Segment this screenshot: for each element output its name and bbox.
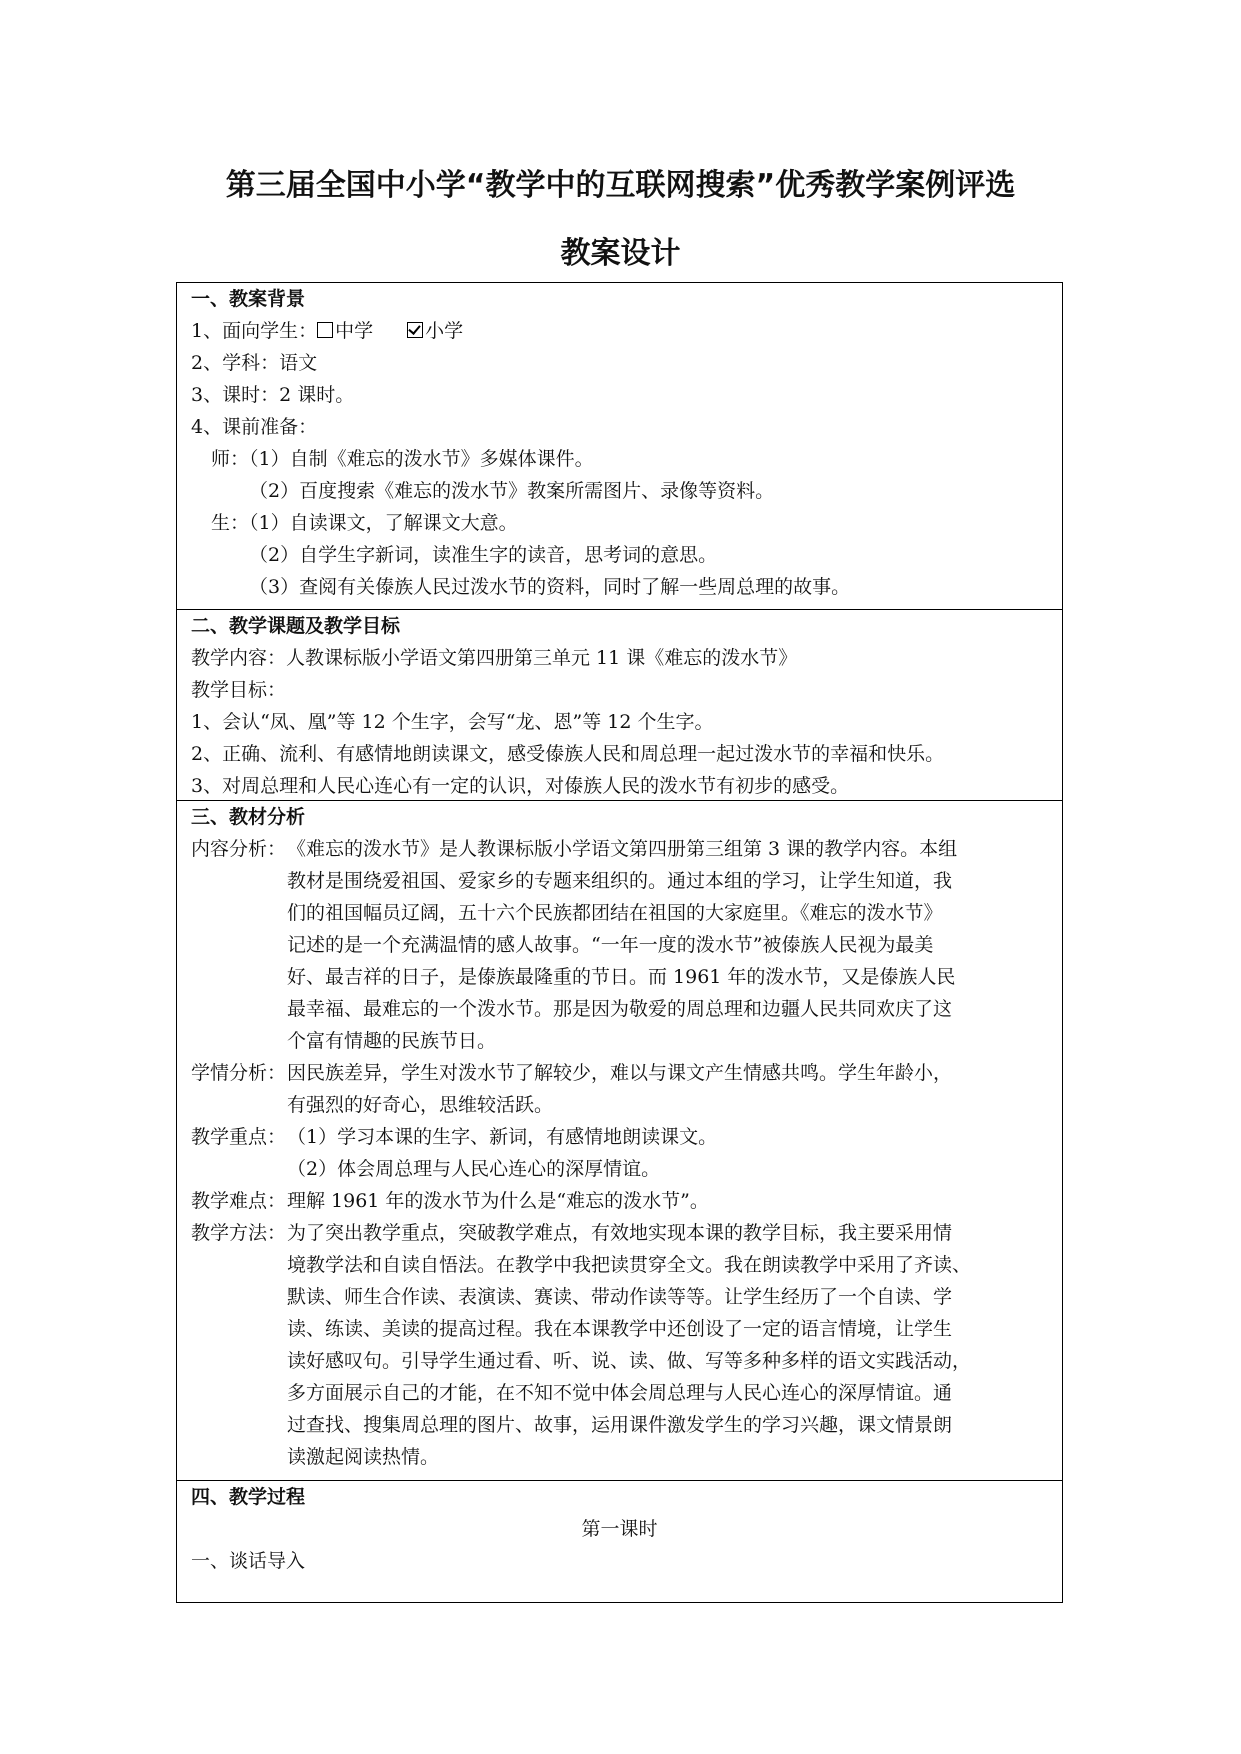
teacher-prep-2: （2）百度搜索《难忘的泼水节》教案所需图片、录像等资料。 [249, 480, 775, 502]
teacher-prep-1: 师：（1）自制《难忘的泼水节》多媒体课件。 [211, 448, 594, 470]
paragraph-line: 过查找、搜集周总理的图片、故事，运用课件激发学生的学习兴趣，课文情景朗 [287, 1414, 953, 1436]
goal-item: 1、会认“凤、凰”等 12 个生字，会写“龙、恩”等 12 个生字。 [191, 711, 714, 733]
step-heading: 一、谈话导入 [191, 1550, 306, 1572]
section-heading: 三、教材分析 [191, 806, 306, 828]
paragraph-line: 读好感叹句。引导学生通过看、听、说、读、做、写等多种多样的语文实践活动， [287, 1350, 972, 1372]
paragraph-line: 因民族差异，学生对泼水节了解较少，难以与课文产生情感共鸣。学生年龄小， [287, 1062, 953, 1084]
paragraph-line: 们的祖国幅员辽阔，五十六个民族都团结在祖国的大家庭里。《难忘的泼水节》 [287, 902, 943, 924]
teaching-content: 教学内容：人教课标版小学语文第四册第三单元 11 课《难忘的泼水节》 [191, 647, 798, 669]
middle-school-label: 中学 [335, 320, 374, 342]
paragraph-line: （1）学习本课的生字、新词，有感情地朗读课文。 [287, 1126, 718, 1148]
document-subtitle: 教案设计 [560, 236, 681, 271]
key-points-label: 教学重点： [191, 1126, 287, 1148]
student-prep-3: （3）查阅有关傣族人民过泼水节的资料，同时了解一些周总理的故事。 [249, 576, 851, 598]
section-heading: 二、教学课题及教学目标 [191, 615, 401, 637]
paragraph-line: 多方面展示自己的才能，在不知不觉中体会周总理与人民心连心的深厚情谊。通 [287, 1382, 953, 1404]
section-process [177, 1480, 1062, 1603]
student-prep-1: 生：（1）自读课文，了解课文大意。 [211, 512, 518, 534]
paragraph-line: 为了突出教学重点，突破教学难点，有效地实现本课的教学目标，我主要采用情 [287, 1222, 953, 1244]
period-title: 第一课时 [581, 1518, 658, 1540]
primary-school-label: 小学 [425, 320, 464, 342]
paragraph-line: （2）体会周总理与人民心连心的深厚情谊。 [287, 1158, 661, 1180]
paragraph-line: 个富有情趣的民族节日。 [287, 1030, 497, 1052]
paragraph-line: 读、练读、美读的提高过程。我在本课教学中还创设了一定的语言情境，让学生 [287, 1318, 953, 1340]
section-goals [177, 609, 1062, 801]
section-heading: 四、教学过程 [191, 1486, 306, 1508]
hours-line: 3、课时：2 课时。 [191, 384, 355, 406]
content-analysis-label: 内容分析： [191, 838, 287, 860]
section-background [177, 283, 1062, 609]
paragraph-line: 境教学法和自读自悟法。在教学中我把读贯穿全文。我在朗读教学中采用了齐读、 [287, 1254, 972, 1276]
method-label: 教学方法： [191, 1222, 287, 1244]
prep-line: 4、课前准备： [191, 416, 318, 438]
paragraph-line: 有强烈的好奇心，思维较活跃。 [287, 1094, 554, 1116]
paragraph-line: 好、最吉祥的日子，是傣族最隆重的节日。而 1961 年的泼水节，又是傣族人民 [287, 966, 956, 988]
goal-item: 3、对周总理和人民心连心有一定的认识，对傣族人民的泼水节有初步的感受。 [191, 775, 850, 797]
section-analysis [177, 800, 1062, 1481]
section-heading: 一、教案背景 [191, 288, 306, 310]
lesson-plan-table [176, 282, 1063, 1603]
paragraph-line: 理解 1961 年的泼水节为什么是“难忘的泼水节”。 [287, 1190, 709, 1212]
document-title: 第三届全国中小学“教学中的互联网搜索”优秀教学案例评选 [225, 168, 1016, 203]
paragraph-line: 默读、师生合作读、表演读、赛读、带动作读等等。让学生经历了一个自读、学 [287, 1286, 953, 1308]
goal-item: 2、正确、流利、有感情地朗读课文，感受傣族人民和周总理一起过泼水节的幸福和快乐。 [191, 743, 945, 765]
primary-school-checkbox[interactable] [407, 322, 423, 338]
paragraph-line: 读激起阅读热情。 [287, 1446, 440, 1468]
student-analysis-label: 学情分析： [191, 1062, 287, 1084]
audience-row [191, 319, 463, 343]
goals-label: 教学目标： [191, 679, 287, 701]
paragraph-line: 最幸福、最难忘的一个泼水节。那是因为敬爱的周总理和边疆人民共同欢庆了这 [287, 998, 953, 1020]
subject-line: 2、学科：语文 [191, 352, 318, 374]
paragraph-line: 教材是围绕爱祖国、爱家乡的专题来组织的。通过本组的学习，让学生知道，我 [287, 870, 953, 892]
difficulty-label: 教学难点： [191, 1190, 287, 1212]
student-prep-2: （2）自学生字新词，读准生字的读音，思考词的意思。 [249, 544, 718, 566]
paragraph-line: 《难忘的泼水节》是人教课标版小学语文第四册第三组第 3 课的教学内容。本组 [287, 838, 958, 860]
middle-school-checkbox[interactable] [317, 322, 333, 338]
paragraph-line: 记述的是一个充满温情的感人故事。“一年一度的泼水节”被傣族人民视为最美 [287, 934, 934, 956]
audience-label: 1、面向学生： [191, 320, 318, 342]
